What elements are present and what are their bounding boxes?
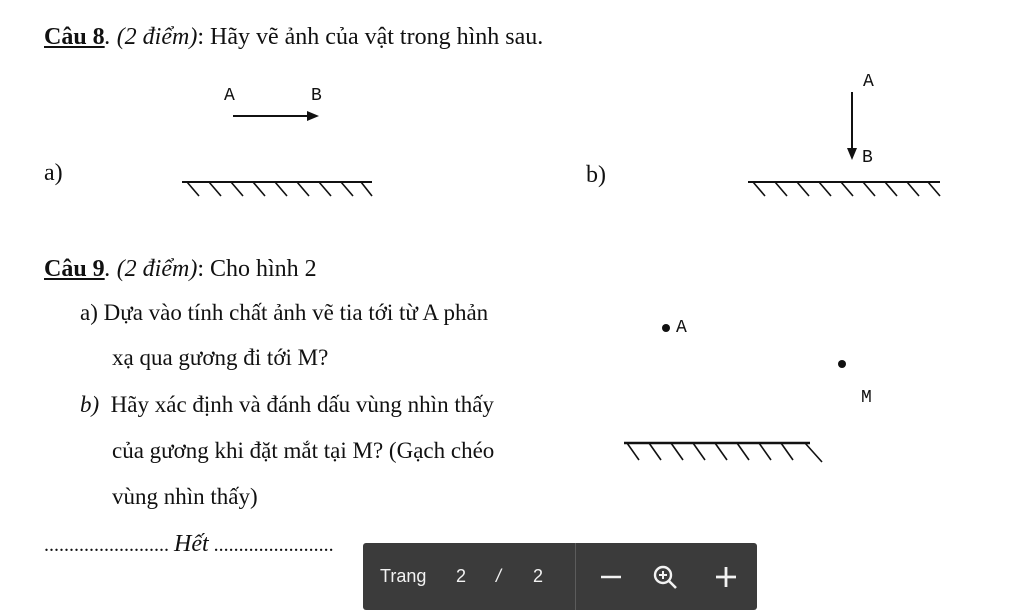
zoom-magnifier-icon bbox=[645, 557, 685, 597]
q9-b-line-2: của gương khi đặt mắt tại M? (Gạch chéo bbox=[112, 438, 495, 463]
q9-number: Câu 9 bbox=[44, 256, 105, 282]
q8a-label-a: A bbox=[224, 86, 235, 106]
q8a-object-arrow bbox=[233, 111, 319, 121]
q9-text: Cho hình 2 bbox=[210, 256, 317, 282]
q8-part-a-label: a) bbox=[44, 160, 63, 186]
q8b-label-a: A bbox=[863, 72, 874, 92]
page-label: Trang bbox=[380, 566, 427, 586]
footer-dots-right: ........................ bbox=[213, 534, 334, 556]
q9-label-m: M bbox=[861, 388, 872, 408]
current-page-input[interactable]: 2 bbox=[456, 566, 467, 586]
q9-point-a bbox=[662, 324, 670, 332]
zoom-in-button[interactable] bbox=[706, 557, 746, 597]
q9-colon: : bbox=[197, 256, 210, 282]
toolbar-divider bbox=[575, 543, 576, 610]
q8-colon: : bbox=[197, 24, 210, 50]
footer-end-text: Hết bbox=[174, 531, 209, 557]
q9-point-m bbox=[838, 360, 846, 368]
footer-end-line bbox=[44, 531, 334, 558]
q9-b-line-1 bbox=[80, 392, 494, 418]
q8a-label-b: B bbox=[311, 86, 322, 106]
q9-b-marker: b) bbox=[80, 392, 100, 417]
minus-icon bbox=[591, 557, 631, 597]
q8-number: Câu 8 bbox=[44, 24, 105, 50]
q9-mirror bbox=[624, 443, 822, 462]
q9-b-line-1-text: Hãy xác định và đánh dấu vùng nhìn thấy bbox=[110, 392, 494, 417]
q9-label-a: A bbox=[676, 318, 687, 338]
q8b-label-b: B bbox=[862, 148, 873, 168]
q8-points: . (2 điểm) bbox=[104, 24, 198, 50]
q8b-mirror bbox=[748, 182, 940, 196]
q8-text: Hãy vẽ ảnh của vật trong hình sau. bbox=[210, 24, 544, 50]
q8-part-b-label: b) bbox=[586, 162, 606, 188]
q9-b-line-3: vùng nhìn thấy) bbox=[112, 484, 258, 509]
viewer-toolbar bbox=[363, 543, 757, 610]
total-pages: 2 bbox=[533, 566, 544, 586]
q9-points: . (2 điểm) bbox=[104, 256, 198, 282]
q9-a-line-2: xạ qua gương đi tới M? bbox=[112, 345, 329, 370]
zoom-out-button[interactable] bbox=[591, 557, 631, 597]
footer-dots-left: ......................... bbox=[44, 534, 169, 556]
q9-heading bbox=[44, 256, 317, 283]
q8a-mirror bbox=[182, 182, 372, 196]
q9-a-line-1: a) Dựa vào tính chất ảnh vẽ tia tới từ A phản bbox=[80, 300, 489, 325]
zoom-button[interactable] bbox=[645, 557, 685, 597]
q8b-object-arrow bbox=[847, 92, 857, 160]
plus-icon bbox=[706, 557, 746, 597]
page-separator: / bbox=[496, 566, 502, 586]
